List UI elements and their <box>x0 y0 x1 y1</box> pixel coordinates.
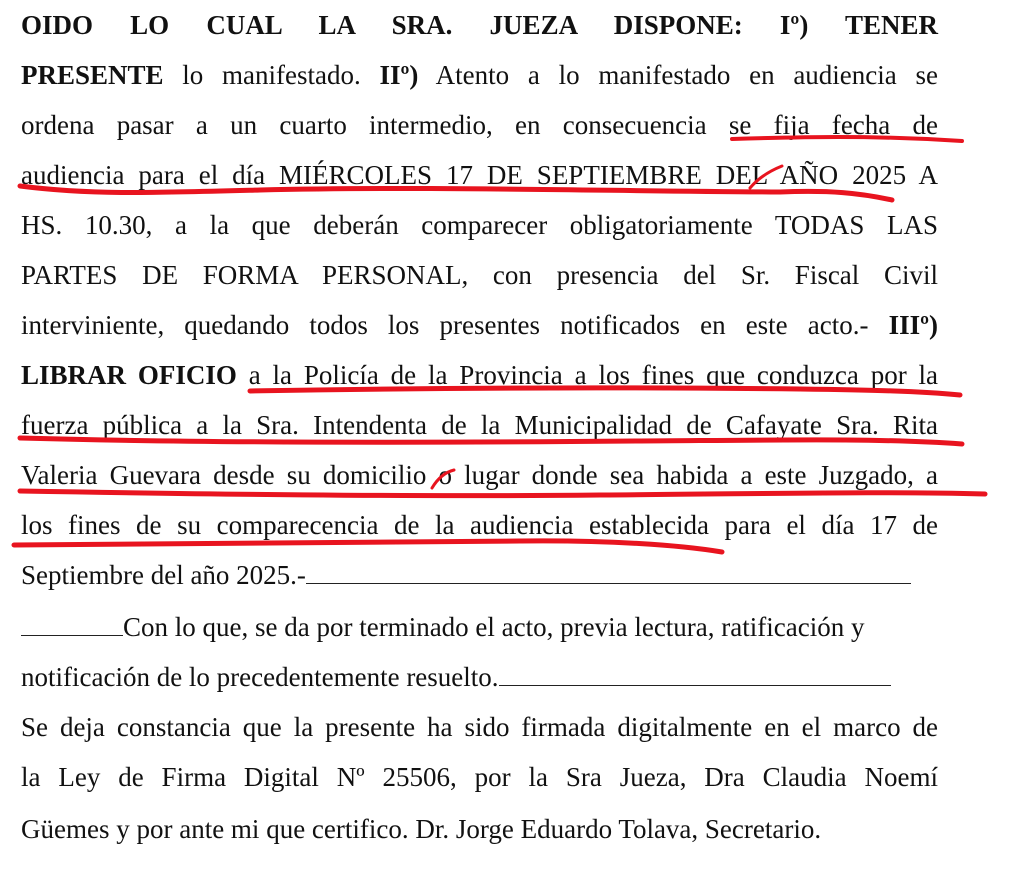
doc-text: Güemes y por ante mi que certifico. Dr. Jorge Eduardo Tolava, Secretario. <box>21 814 822 844</box>
doc-text: Valeria Guevara desde su domicilio o lugar donde sea habida a este Juzgado, a <box>21 460 938 490</box>
doc-text: ordena pasar a un cuarto intermedio, en consecuencia se fija fecha de <box>21 110 938 140</box>
doc-text: Atento a lo manifestado en audiencia se <box>418 60 938 90</box>
blank-rule <box>306 559 911 584</box>
doc-line <box>21 355 938 395</box>
blank-rule <box>499 661 891 686</box>
doc-text: HS. 10.30, a la que deberán comparecer obligatoriamente TODAS LAS <box>21 210 938 240</box>
doc-line <box>21 607 864 647</box>
doc-line <box>21 5 938 45</box>
doc-text: lo manifestado. <box>163 60 380 90</box>
doc-line <box>21 155 938 195</box>
doc-line <box>21 657 891 697</box>
doc-line <box>21 707 938 747</box>
doc-text: PARTES DE FORMA PERSONAL, con presencia del Sr. Fiscal Civil <box>21 260 938 290</box>
doc-text: Se deja constancia que la presente ha sido firmada digitalmente en el marco de <box>21 712 938 742</box>
doc-text: la Ley de Firma Digital Nº 25506, por la Sra Jueza, Dra Claudia Noemí <box>21 762 938 792</box>
doc-line <box>21 105 938 145</box>
doc-text: IIIº) <box>888 310 938 340</box>
doc-line <box>21 405 938 445</box>
doc-line <box>21 809 821 849</box>
doc-line <box>21 757 938 797</box>
doc-text: los fines de su comparecencia de la audiencia establecida para el día 17 de <box>21 510 938 540</box>
doc-text: audiencia para el día MIÉRCOLES 17 DE SEPTIEMBRE DEL AÑO 2025 A <box>21 160 938 190</box>
doc-text: IIº) <box>379 60 419 90</box>
doc-text: PRESENTE <box>21 60 164 90</box>
doc-line <box>21 555 911 595</box>
doc-text: LIBRAR OFICIO <box>21 360 237 390</box>
doc-line <box>21 205 938 245</box>
doc-text: notificación de lo precedentemente resuelto. <box>21 662 499 692</box>
doc-line <box>21 305 938 345</box>
doc-text: a la Policía de la Provincia a los fines que conduzca por la <box>236 360 939 390</box>
doc-text: OIDO LO CUAL LA SRA. JUEZA DISPONE: Iº) TENER <box>21 10 938 40</box>
doc-text: Septiembre del año 2025.- <box>21 560 306 590</box>
doc-line <box>21 505 938 545</box>
doc-line <box>21 455 938 495</box>
doc-line <box>21 55 938 95</box>
doc-text: interviniente, quedando todos los presentes notificados en este acto.- <box>21 310 889 340</box>
blank-rule <box>21 611 123 636</box>
doc-line <box>21 255 938 295</box>
doc-text: fuerza pública a la Sra. Intendenta de la Municipalidad de Cafayate Sra. Rita <box>21 410 938 440</box>
doc-text: Con lo que, se da por terminado el acto, previa lectura, ratificación y <box>123 612 865 642</box>
